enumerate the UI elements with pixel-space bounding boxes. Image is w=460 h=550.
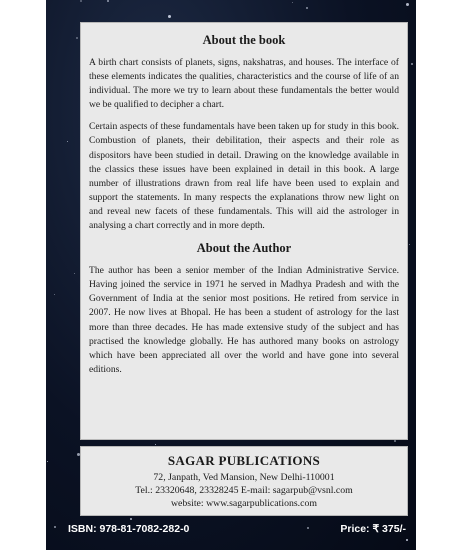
about-author-paragraph: The author has been a senior member of the Indian Administrative Service. Having joined the service in 1971 he served in Madhya Pradesh and with the Government of India at the senior most positions. He retired from service in 2007. He now lives at Bhopal. He has been a student of astrology for the last more than three decades. He has made extensive study of the subject and has practised the knowledge globally. He has authored many books on astrology which have been appreciated all over the world and have gone into several editions. — [89, 265, 399, 375]
star — [409, 244, 410, 245]
star — [406, 3, 409, 6]
about-panel — [80, 22, 408, 440]
publisher-box — [80, 446, 408, 516]
star — [54, 294, 55, 295]
publisher-website: website: www.sagarpublications.com — [170, 498, 317, 509]
price: Price: ₹ 375/- — [340, 523, 406, 535]
star — [306, 7, 308, 9]
about-book-heading: About the book — [202, 33, 286, 47]
star — [406, 539, 408, 541]
isbn: ISBN: 978-81-7082-282-0 — [68, 523, 190, 535]
star — [155, 444, 156, 445]
about-author-heading: About the Author — [196, 241, 292, 256]
star — [107, 0, 109, 2]
star — [47, 461, 48, 462]
star — [130, 518, 132, 520]
publisher-address: 72, Janpath, Ved Mansion, New Delhi-110001 — [153, 472, 335, 483]
star — [292, 2, 293, 3]
star — [54, 526, 56, 528]
star — [76, 37, 78, 39]
about-book-paragraph-2: Certain aspects of these fundamentals have been taken up for study in this book. Combustion of planets, their debilitation, their aspects and their role as dispositors have been studied in detail. Drawing on the knowledge available in the classics these issues have been explained in detail in this book. A large number of illustrations drawn from real life have been used to explain and support the statements. In many respects the explanations throw new light on and reveal new facets of these fundamentals. This will aid the astrologer in analysing a chart correctly and in more depth. — [89, 121, 399, 232]
star — [74, 273, 75, 274]
star — [307, 527, 309, 529]
about-book-paragraph-1: A birth chart consists of planets, signs, nakshatras, and houses. The interface of these elements indicates the qualities, characteristics and the course of life of an individual. The more we try to learn about these fundamentals the better would we be qualified to decipher a chart. — [89, 57, 399, 111]
star — [394, 440, 396, 442]
star — [67, 141, 68, 142]
star — [168, 15, 171, 18]
star — [411, 63, 413, 65]
publisher-contact: Tel.: 23320648, 23328245 E-mail: sagarpub@vsnl.com — [135, 485, 353, 496]
star — [80, 0, 82, 2]
publisher-name: SAGAR PUBLICATIONS — [167, 453, 321, 468]
